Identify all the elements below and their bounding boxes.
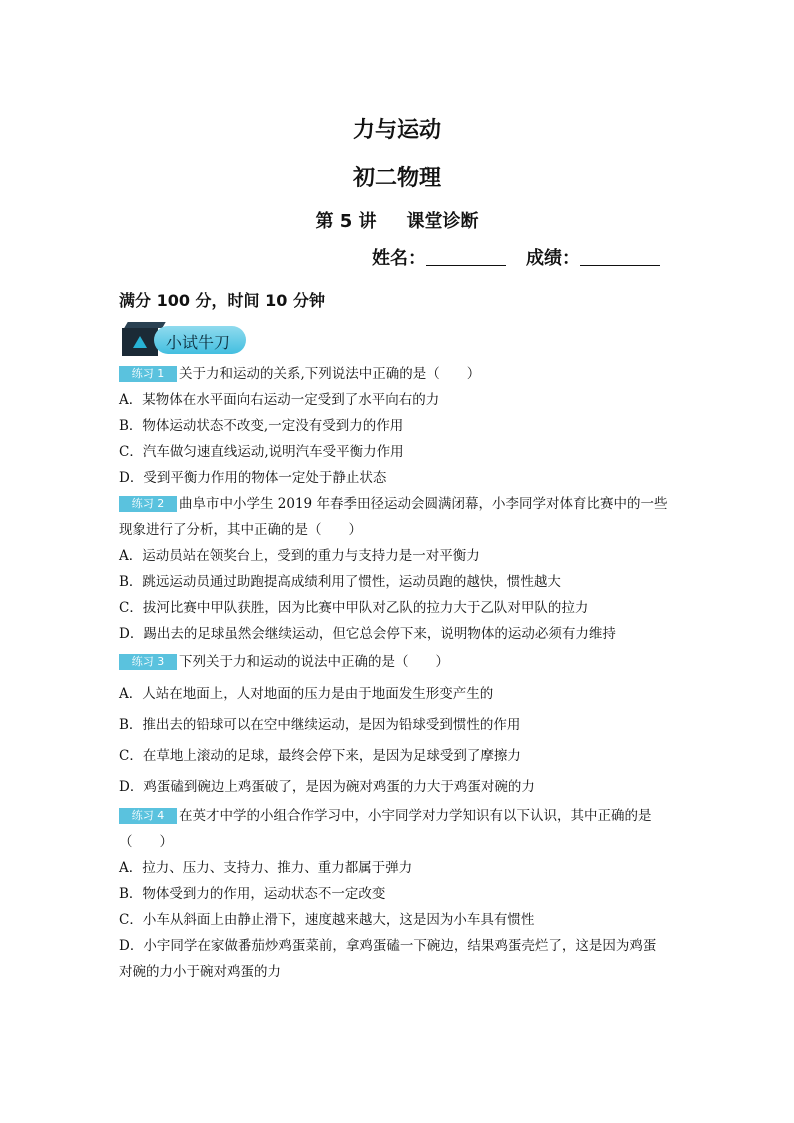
- exercise-2-stem: 练习 2 曲阜市中小学生 2019 年春季田径运动会圆满闭幕，小李同学对体育比赛中的一些: [119, 495, 667, 513]
- exercise-2-option-d: D．踢出去的足球虽然会继续运动，但它总会停下来，说明物体的运动必须有力维持: [119, 626, 616, 642]
- exercise-4-option-d: D．小宇同学在家做番茄炒鸡蛋菜前，拿鸡蛋磕一下碗边，结果鸡蛋壳烂了，这是因为鸡蛋: [119, 938, 657, 954]
- page-title: 力与运动: [352, 118, 441, 143]
- section-title: 小试牛刀: [166, 333, 231, 352]
- exercise-1-stem: 练习 1 关于力和运动的关系,下列说法中正确的是（ ）: [119, 365, 480, 383]
- exercise-tag: 练习 2: [119, 496, 177, 512]
- exercise-2-option-a: A．运动员站在领奖台上，受到的重力与支持力是一对平衡力: [119, 548, 480, 564]
- exercise-1-option-b: B．物体运动状态不改变,一定没有受到力的作用: [119, 418, 404, 434]
- exercise-2-option-b: B．跳远运动员通过助跑提高成绩利用了惯性，运动员跑的越快，惯性越大: [119, 574, 561, 590]
- exercise-3-option-b: B．推出去的铅球可以在空中继续运动，是因为铅球受到惯性的作用: [119, 717, 521, 733]
- page-subtitle: 初二物理: [352, 166, 441, 191]
- section-pill: [154, 326, 246, 354]
- lesson-number: 第 5 讲: [315, 211, 377, 232]
- name-label: 姓名：: [372, 248, 426, 269]
- exercise-4-option-b: B．物体受到力的作用，运动状态不一定改变: [119, 886, 386, 902]
- exercise-3-option-a: A．人站在地面上，人对地面的压力是由于地面发生形变产生的: [119, 686, 494, 702]
- exercise-2-option-c: C．拔河比赛中甲队获胜，因为比赛中甲队对乙队的拉力大于乙队对甲队的拉力: [119, 600, 589, 616]
- exercise-1-option-d: D．受到平衡力作用的物体一定处于静止状态: [119, 470, 387, 486]
- lesson-name: 课堂诊断: [406, 211, 479, 232]
- exercise-3-stem: 练习 3 下列关于力和运动的说法中正确的是（ ）: [119, 653, 449, 671]
- exercise-tag: 练习 4: [119, 808, 177, 824]
- score-blank: [580, 249, 660, 266]
- name-blank: [426, 249, 506, 266]
- exercise-tag: 练习 1: [119, 366, 177, 382]
- exercise-4-option-d-cont: 对碗的力小于碗对鸡蛋的力: [119, 964, 281, 980]
- student-info-row: [372, 244, 660, 270]
- exercise-4-stem-cont: （ ）: [119, 834, 173, 850]
- exercise-4-option-c: C．小车从斜面上由静止滑下，速度越来越大，这是因为小车具有惯性: [119, 912, 535, 928]
- lesson-heading: [0, 207, 794, 233]
- exercise-1-option-c: C．汽车做匀速直线运动,说明汽车受平衡力作用: [119, 444, 404, 460]
- full-marks-note: 满分 100 分，时间 10 分钟: [119, 291, 325, 310]
- score-label: 成绩：: [526, 248, 580, 269]
- section-badge: [120, 322, 250, 358]
- exercise-4-option-a: A．拉力、压力、支持力、推力、重力都属于弹力: [119, 860, 413, 876]
- exercise-3-option-c: C．在草地上滚动的足球，最终会停下来，是因为足球受到了摩擦力: [119, 748, 521, 764]
- exercise-tag: 练习 3: [119, 654, 177, 670]
- exercise-3-option-d: D．鸡蛋磕到碗边上鸡蛋破了，是因为碗对鸡蛋的力大于鸡蛋对碗的力: [119, 779, 535, 795]
- exercise-1-option-a: A．某物体在水平面向右运动一定受到了水平向右的力: [119, 392, 440, 408]
- cube-icon: [122, 328, 158, 356]
- exercise-2-stem-cont: 现象进行了分析，其中正确的是（ ）: [119, 522, 362, 538]
- exercise-4-stem: 练习 4 在英才中学的小组合作学习中，小宇同学对力学知识有以下认识，其中正确的是: [119, 807, 652, 825]
